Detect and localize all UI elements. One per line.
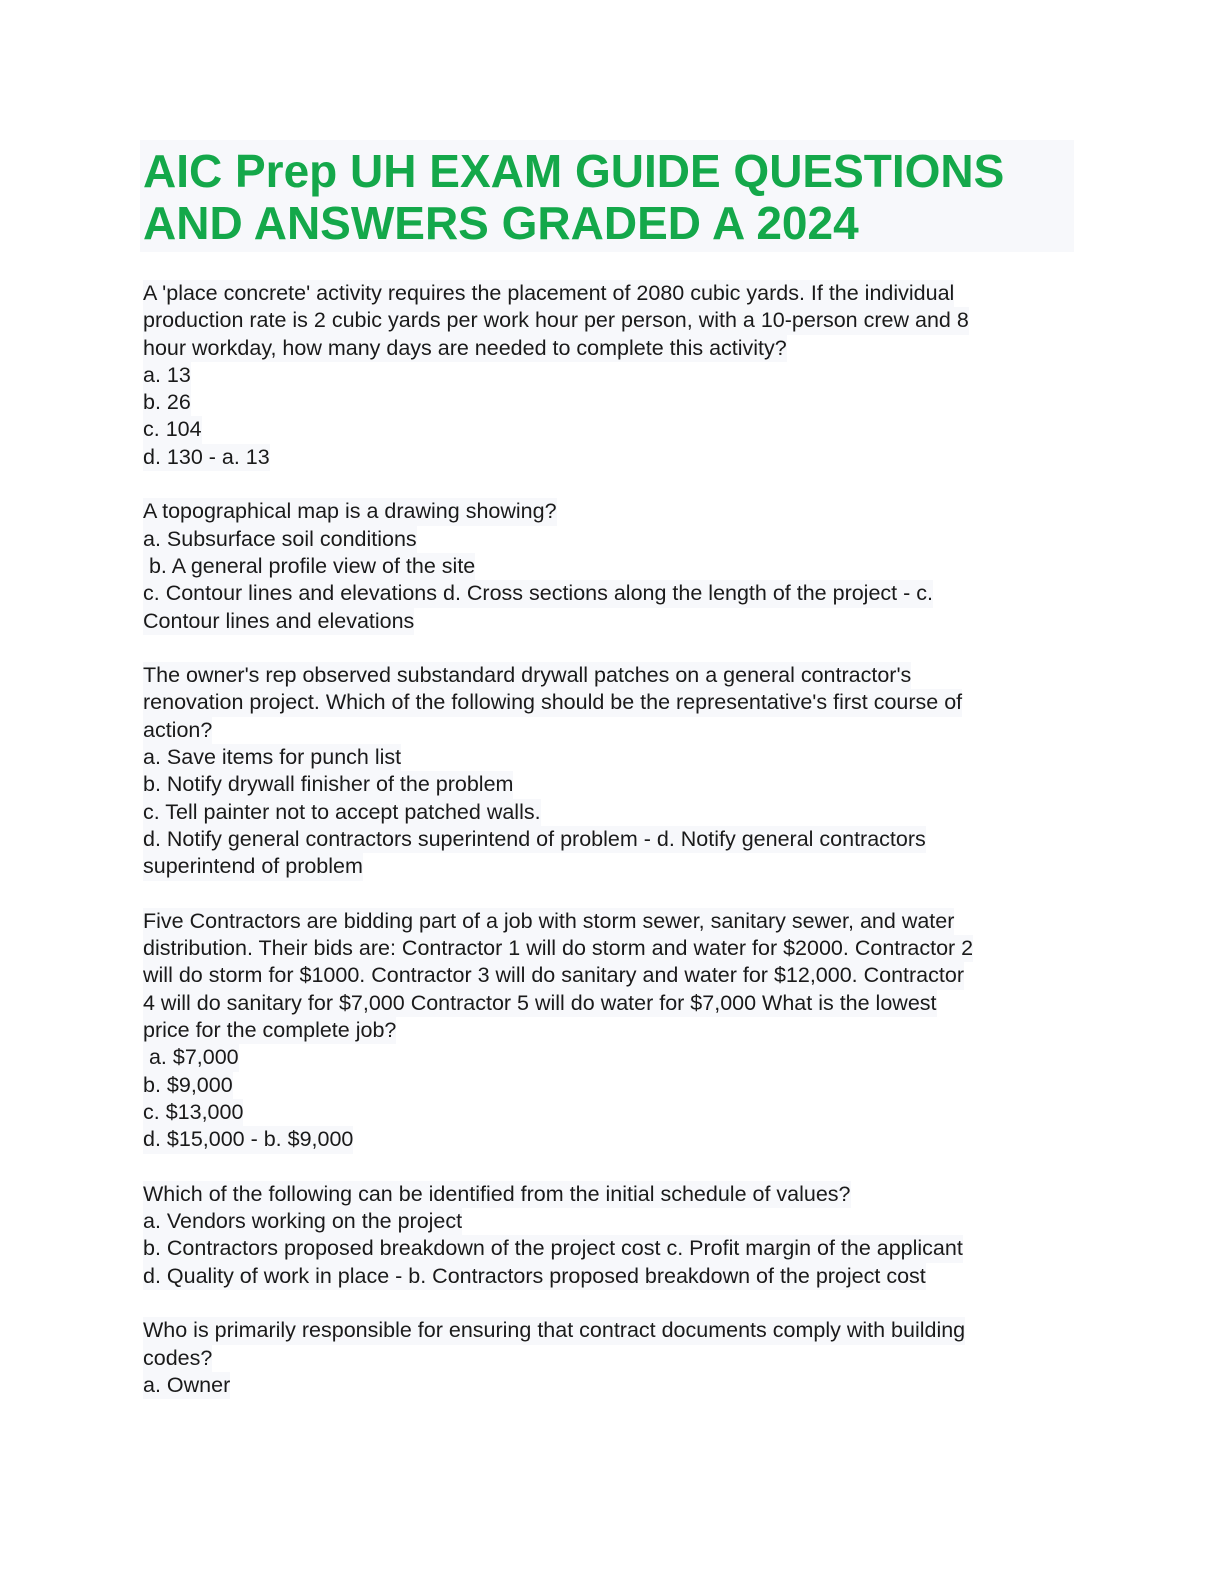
question-block: [143, 1181, 1083, 1290]
question-line: a. Owner: [143, 1372, 230, 1399]
question-line: price for the complete job?: [143, 1017, 396, 1044]
question-line: c. 104: [143, 416, 202, 443]
question-line: d. 130 - a. 13: [143, 444, 270, 471]
question-text-line: Who is primarily responsible for ensuring that contract documents comply with building: [143, 1317, 965, 1344]
question-block: [143, 280, 1083, 471]
question-list: [143, 280, 1083, 1426]
question-line: a. Save items for punch list: [143, 744, 401, 771]
question-line: a. Vendors working on the project: [143, 1208, 462, 1235]
question-text-line: Five Contractors are bidding part of a job with storm sewer, sanitary sewer, and water: [143, 908, 954, 935]
question-line: 4 will do sanitary for $7,000 Contractor 5 will do water for $7,000 What is the lowest: [143, 990, 937, 1017]
question-block: [143, 1317, 1083, 1399]
question-line: b. 26: [143, 389, 191, 416]
question-line: b. A general profile view of the site: [143, 553, 475, 580]
question-line: a. 13: [143, 362, 191, 389]
question-line: Contour lines and elevations: [143, 608, 414, 635]
title-line-1: AIC Prep UH EXAM GUIDE QUESTIONS: [143, 145, 1005, 197]
question-line: distribution. Their bids are: Contractor 1 will do storm and water for $2000. Contractor 2: [143, 935, 973, 962]
document-title: [140, 140, 1074, 252]
question-line: b. $9,000: [143, 1072, 233, 1099]
question-text-line: A topographical map is a drawing showing?: [143, 498, 557, 525]
question-line: d. $15,000 - b. $9,000: [143, 1126, 353, 1153]
question-line: c. Tell painter not to accept patched walls.: [143, 799, 541, 826]
question-line: superintend of problem: [143, 853, 363, 880]
question-line: action?: [143, 717, 212, 744]
question-text-line: A 'place concrete' activity requires the placement of 2080 cubic yards. If the individual: [143, 280, 954, 307]
question-line: production rate is 2 cubic yards per work hour per person, with a 10-person crew and 8: [143, 307, 969, 334]
question-line: renovation project. Which of the following should be the representative's first course of: [143, 689, 962, 716]
question-line: a. Subsurface soil conditions: [143, 526, 417, 553]
question-text-line: Which of the following can be identified from the initial schedule of values?: [143, 1181, 851, 1208]
question-line: b. Contractors proposed breakdown of the project cost c. Profit margin of the applicant: [143, 1235, 963, 1262]
question-line: will do storm for $1000. Contractor 3 will do sanitary and water for $12,000. Contractor: [143, 962, 964, 989]
question-block: [143, 498, 1083, 634]
title-line-2: AND ANSWERS GRADED A 2024: [143, 197, 859, 249]
question-line: b. Notify drywall finisher of the problem: [143, 771, 513, 798]
question-text-line: The owner's rep observed substandard drywall patches on a general contractor's: [143, 662, 911, 689]
question-line: c. $13,000: [143, 1099, 243, 1126]
question-block: [143, 662, 1083, 880]
question-line: d. Quality of work in place - b. Contractors proposed breakdown of the project cost: [143, 1263, 926, 1290]
question-block: [143, 908, 1083, 1154]
question-line: a. $7,000: [143, 1044, 239, 1071]
question-line: codes?: [143, 1345, 212, 1372]
question-line: hour workday, how many days are needed to complete this activity?: [143, 335, 787, 362]
question-line: c. Contour lines and elevations d. Cross sections along the length of the project - c.: [143, 580, 933, 607]
question-line: d. Notify general contractors superintend of problem - d. Notify general contractors: [143, 826, 926, 853]
